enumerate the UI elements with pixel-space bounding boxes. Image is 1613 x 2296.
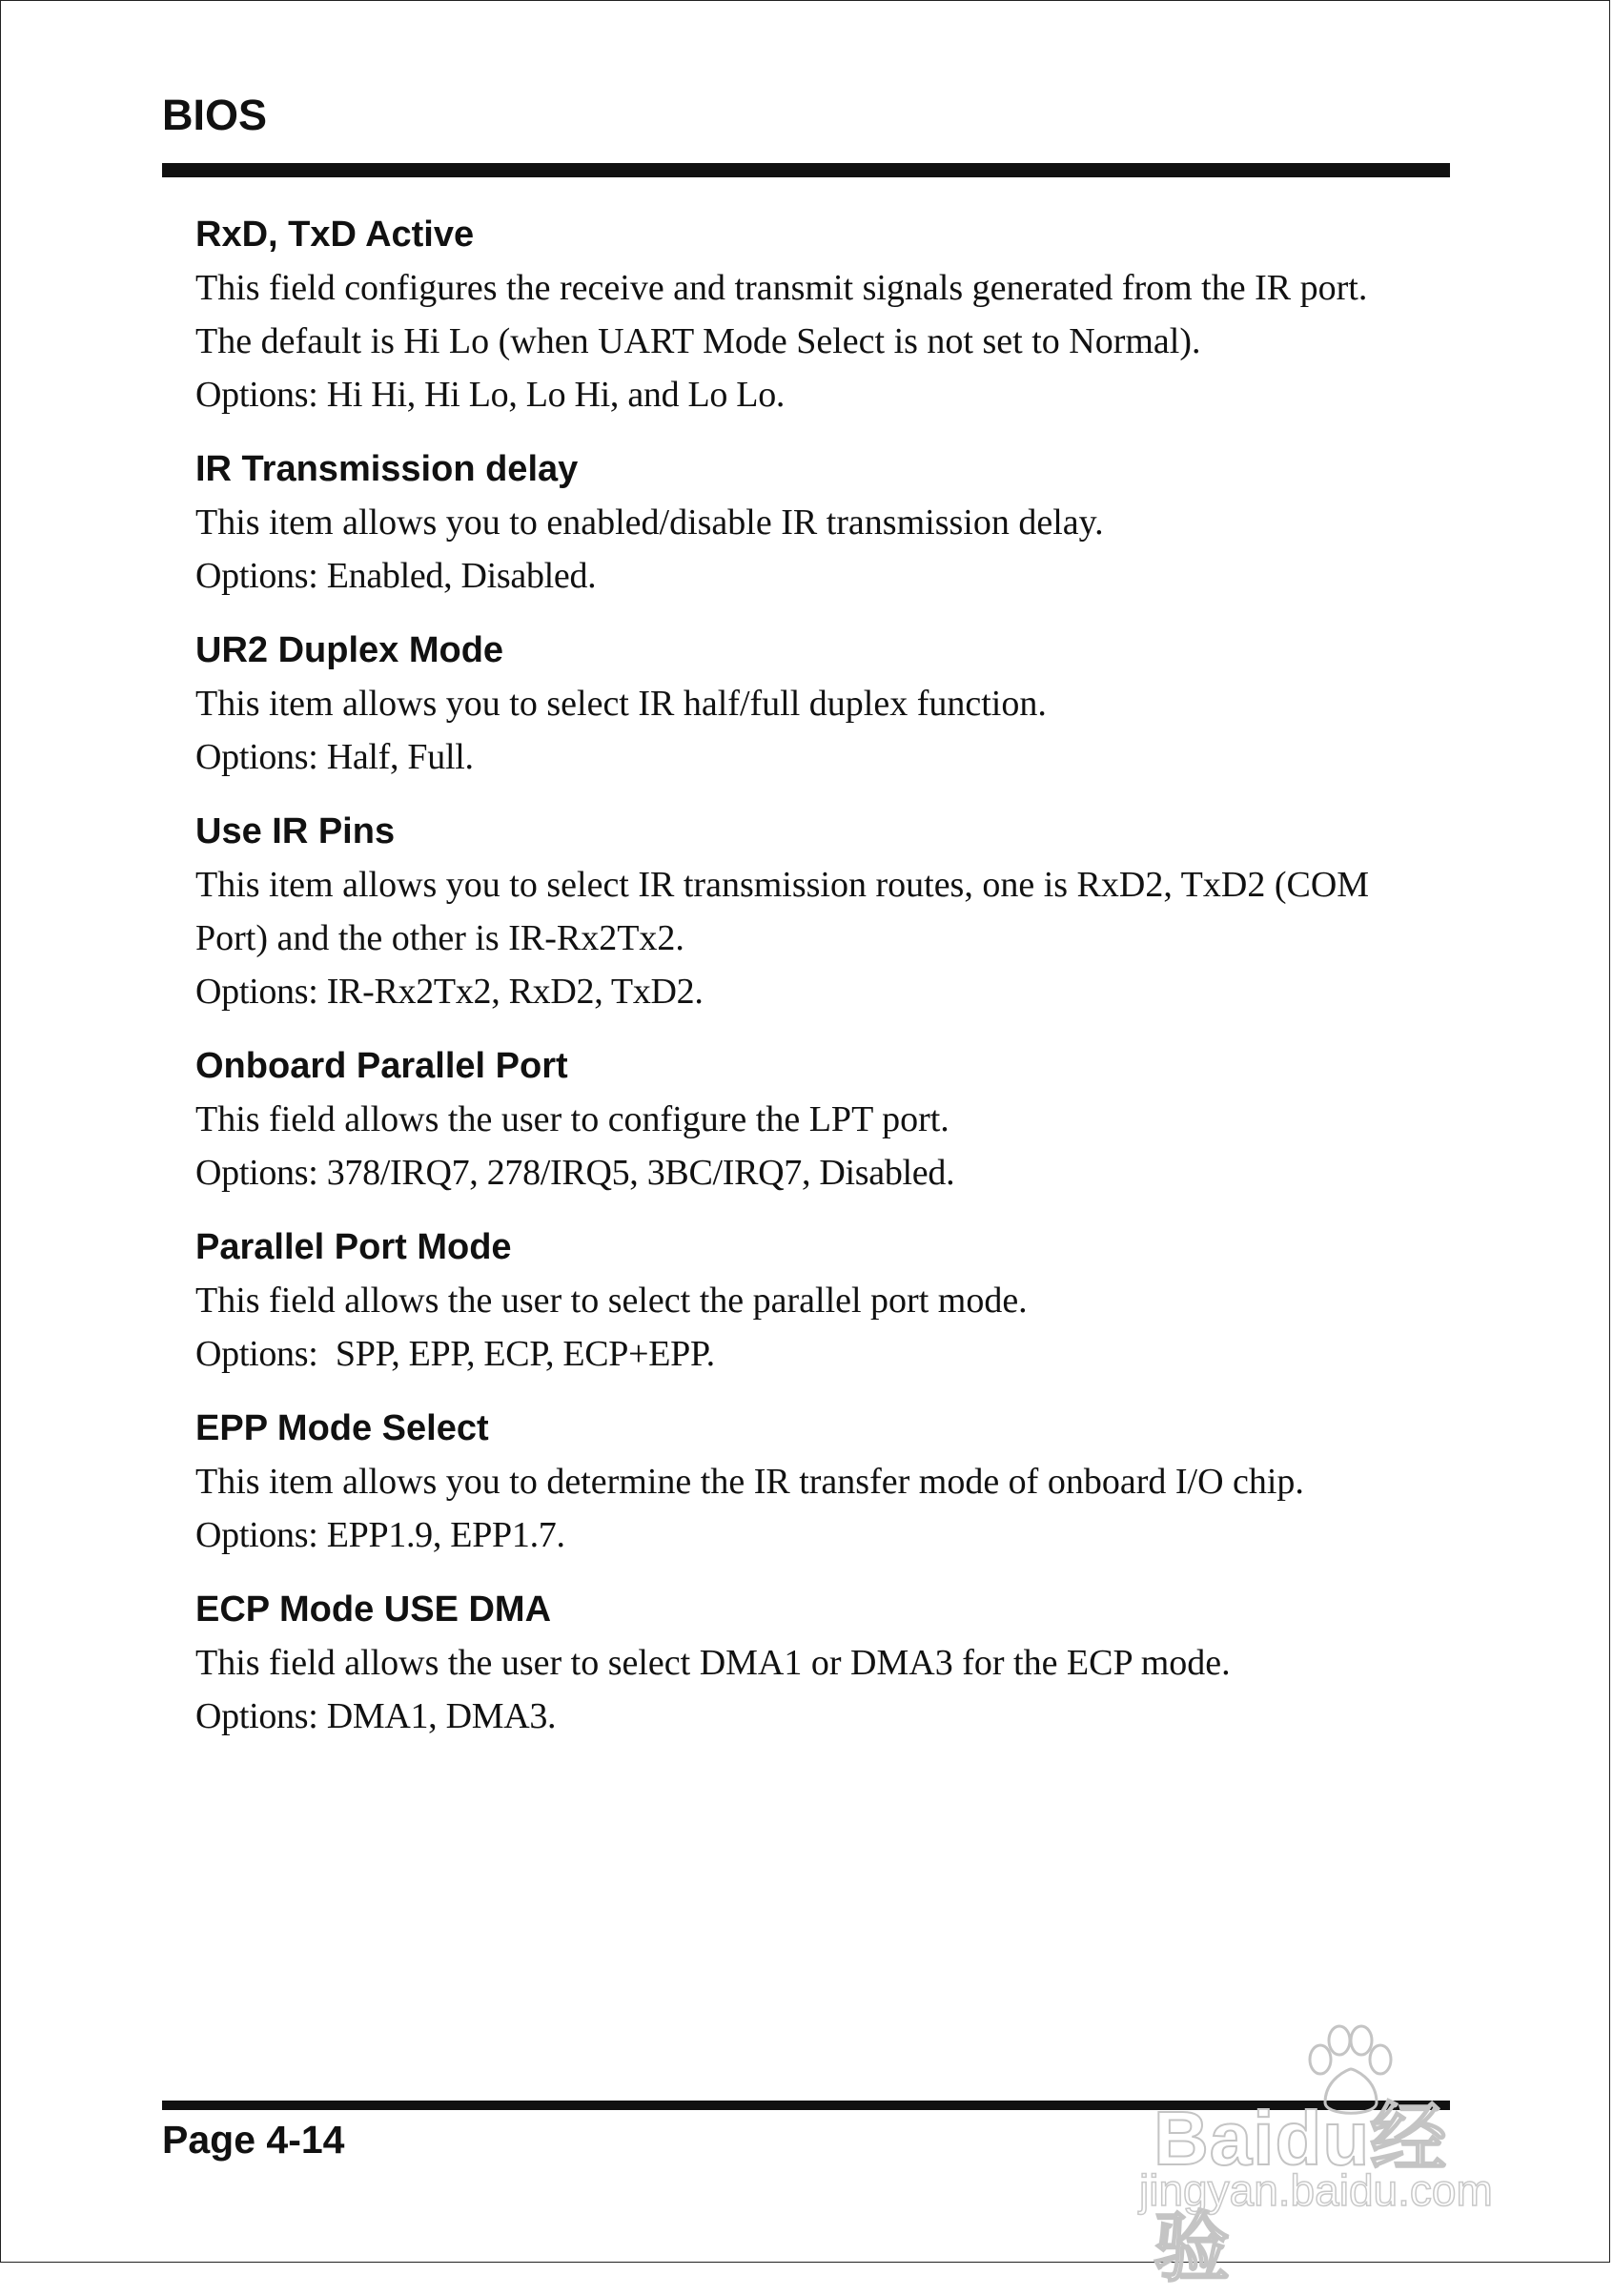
section-description: The default is Hi Lo (when UART Mode Select is not set to Normal). (195, 321, 1201, 361)
section-onboard-parallel-port (195, 1039, 1435, 1199)
section-rxd-txd-active (195, 208, 1435, 421)
section-options: Options: 378/IRQ7, 278/IRQ5, 3BC/IRQ7, Disabled. (195, 1153, 955, 1193)
section-options: Options: EPP1.9, EPP1.7. (195, 1515, 565, 1555)
watermark-url: jingyan.baidu.com (1139, 2165, 1493, 2215)
section-description: This item allows you to select IR transmission routes, one is RxD2, TxD2 (COM (195, 865, 1370, 905)
section-use-ir-pins (195, 805, 1435, 1018)
section-ir-transmission-delay (195, 442, 1435, 603)
section-options: Options: DMA1, DMA3. (195, 1696, 557, 1736)
section-description: This item allows you to enabled/disable IR transmission delay. (195, 502, 1104, 543)
watermark-brand: Baidu经验 (1154, 2096, 1448, 2290)
section-description: This field configures the receive and transmit signals generated from the IR port. (195, 268, 1368, 308)
section-title: EPP Mode Select (195, 1408, 489, 1448)
section-options: Options: SPP, EPP, ECP, ECP+EPP. (195, 1334, 715, 1374)
section-description: This field allows the user to select the parallel port mode. (195, 1281, 1028, 1321)
section-title: Parallel Port Mode (195, 1227, 512, 1267)
section-title: UR2 Duplex Mode (195, 630, 504, 670)
header-rule (162, 163, 1450, 177)
section-description: This field allows the user to configure the LPT port. (195, 1099, 949, 1139)
manual-content (195, 208, 1435, 1764)
section-options: Options: IR-Rx2Tx2, RxD2, TxD2. (195, 972, 704, 1012)
section-description: This item allows you to select IR half/full duplex function. (195, 684, 1047, 724)
section-options: Options: Hi Hi, Hi Lo, Lo Hi, and Lo Lo. (195, 375, 786, 415)
section-options: Options: Enabled, Disabled. (195, 556, 597, 596)
section-description: Port) and the other is IR-Rx2Tx2. (195, 918, 684, 958)
section-title: RxD, TxD Active (195, 215, 475, 255)
section-ecp-mode-use-dma (195, 1583, 1435, 1743)
section-title: IR Transmission delay (195, 449, 579, 489)
section-description: This item allows you to determine the IR transfer mode of onboard I/O chip. (195, 1462, 1304, 1502)
section-options: Options: Half, Full. (195, 737, 474, 777)
section-ur2-duplex-mode (195, 624, 1435, 784)
page-header-title: BIOS (162, 91, 268, 139)
section-title: ECP Mode USE DMA (195, 1589, 552, 1630)
section-description: This field allows the user to select DMA1 or DMA3 for the ECP mode. (195, 1643, 1231, 1683)
page-number: Page 4-14 (162, 2118, 345, 2162)
section-parallel-port-mode (195, 1220, 1435, 1381)
section-title: Onboard Parallel Port (195, 1046, 568, 1086)
footer-rule (162, 2101, 1450, 2110)
section-epp-mode-select (195, 1402, 1435, 1562)
section-title: Use IR Pins (195, 811, 396, 851)
